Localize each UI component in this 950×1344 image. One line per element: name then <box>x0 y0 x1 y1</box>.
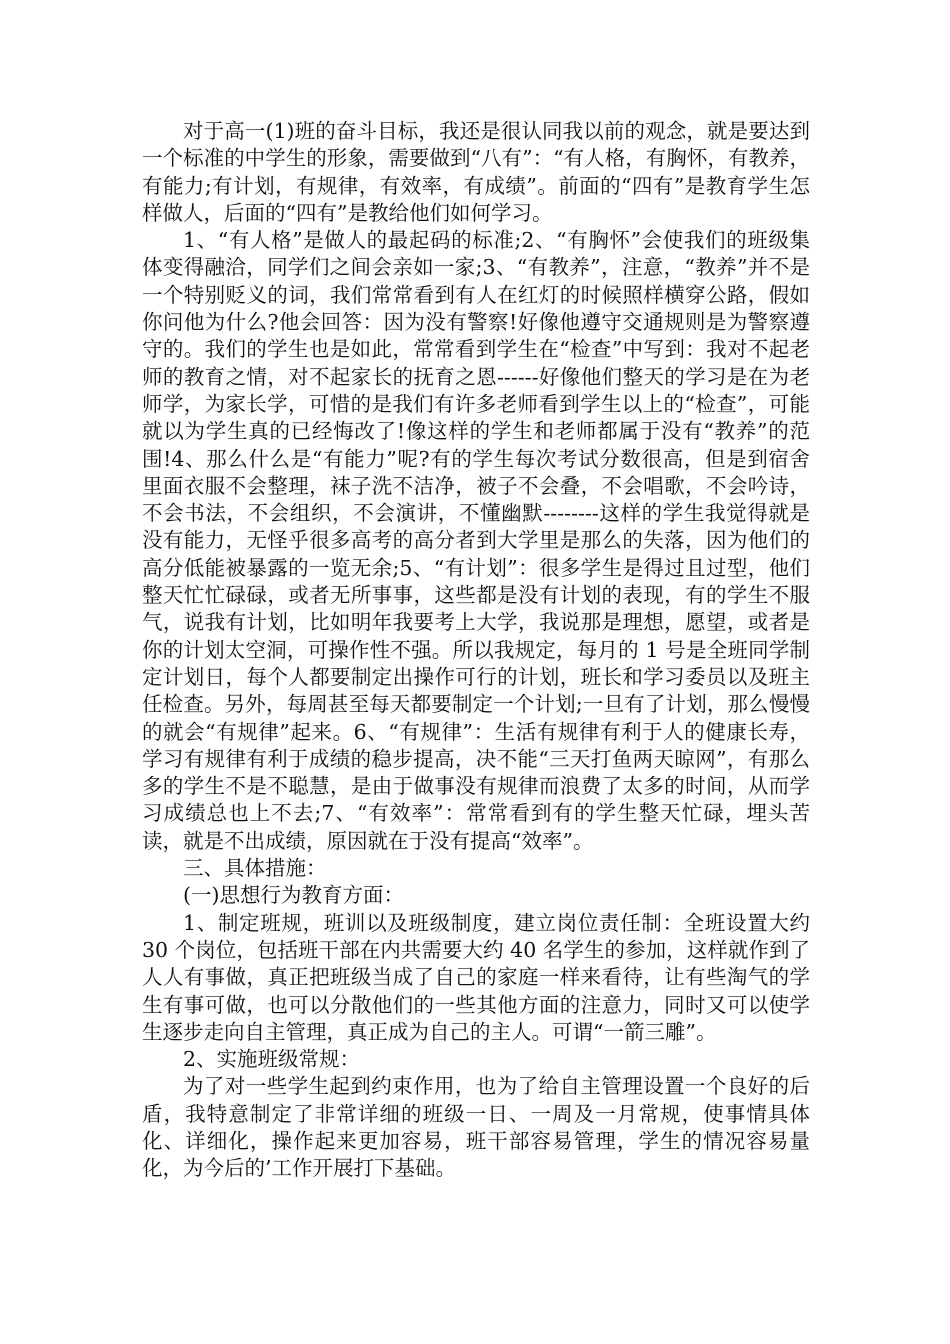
paragraph-goals: 对于高一(1)班的奋斗目标，我还是很认同我以前的观念，就是要达到一个标准的中学生的形象，需要做到“八有”：“有人格，有胸怀，有教养，有能力;有计划，有规律，有效率，有成绩”。前面的“四有”是教育学生怎样做人，后面的“四有”是教给他们如何学习。 <box>142 119 810 225</box>
paragraph-routines: 为了对一些学生起到约束作用，也为了给自主管理设置一个良好的后盾，我特意制定了非常详细的班级一日、一周及一月常规，使事情具体化、详细化，操作起来更加容易，班干部容易管理，学生的情况容易量化，为今后的’工作开展打下基础。 <box>142 1074 810 1181</box>
paragraph-eight-haves: 1、“有人格”是做人的最起码的标准;2、“有胸怀”会使我们的班级集体变得融洽，同学们之间会亲如一家;3、“有教养”，注意，“教养”并不是一个特别贬义的词，我们常常看到有人在红灯的时候照样横穿公路，假如你问他为什么?他会回答：因为没有警察!好像他遵守交通规则是为警察遵守的。我们的学生也是如此，常常看到学生在“检查”中写到：我对不起老师的教育之情，对不起家长的抚育之恩------好像他们整天的学习是在为老师学，为家长学，可惜的是我们有许多老师看到学生以上的“检查”，可能就以为学生真的已经悔改了!像这样的学生和老师都属于没有“教养”的范围!4、那么什么是“有能力”呢?有的学生每次考试分数很高，但是到宿舍里面衣服不会整理，袜子洗不洁净，被子不会叠，不会唱歌，不会吟诗，不会书法，不会组织，不会演讲，不懂幽默--------这样的学生我觉得就是没有能力，无怪乎很多高考的高分者到大学里是那么的失落，因为他们的高分低能被暴露的一览无余;5、“有计划”：很多学生是得过且过型，他们整天忙忙碌碌，或者无所事事，这些都是没有计划的表现，有的学生不服气，说我有计划，比如明年我要考上大学，我说那是理想，愿望，或者是你的计划太空洞，可操作性不强。所以我规定，每月的 1 号是全班同学制定计划日，每个人都要制定出操作可行的计划，班长和学习委员以及班主任检查。另外，每周甚至每天都要制定一个计划;一旦有了计划，那么慢慢的就会“有规律”起来。6、“有规律”：生活有规律有利于人的健康长寿，学习有规律有利于成绩的稳步提高，决不能“三天打鱼两天晾网”，有那么多的学生不是不聪慧，是由于做事没有规律而浪费了太多的时间，从而学习成绩总也上不去;7、“有效率”：常常看到有的学生整天忙碌，埋头苦读，就是不出成绩，原因就在于没有提高“效率”。 <box>142 228 810 853</box>
paragraph-class-rules: 1、制定班规，班训以及班级制度，建立岗位责任制：全班设置大约 30 个岗位，包括班干部在内共需要大约 40 名学生的参加，这样就作到了人人有事做，真正把班级当成了自己的家庭一样来看待，让有些淘气的学生有事可做，也可以分散他们的一些其他方面的注意力，同时又可以使学生逐步走向自主管理，真正成为自己的主人。可谓“一箭三雕”。 <box>142 910 810 1044</box>
subsection-heading-education: (一)思想行为教育方面： <box>183 883 404 908</box>
document-body <box>142 118 810 1183</box>
item-heading-routines: 2、实施班级常规： <box>183 1047 361 1072</box>
section-heading-measures: 三、具体措施： <box>183 856 327 881</box>
